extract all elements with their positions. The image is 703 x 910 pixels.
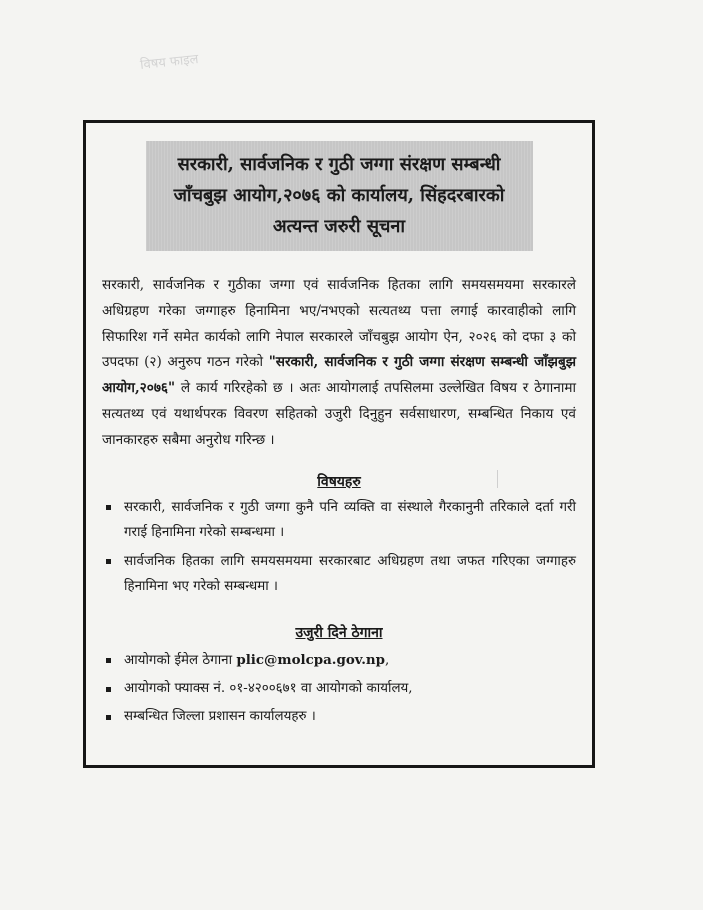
intro-text-part-1: सरकारी, सार्वजनिक र गुठीका जग्गा एवं सार्वजनिक हितका लागि समयसमयमा सरकारले अधिग्रहण गरेका जग्गाहरु हिनामिना भए/नभएको सत्यतथ्य पत्ता लगाई कारवाहीको लागि सिफारिश गर्ने समेत कार्यको लागि नेपाल सरकारले जाँचबुझ आयोग ऐन, २०२६ को दफा ३ को उपदफा (२) अनुरुप गठन गरेको bbox=[102, 277, 576, 371]
email-label: आयोगको ईमेल ठेगाना bbox=[124, 652, 237, 668]
title-line-1: सरकारी, सार्वजनिक र गुठी जग्गा संरक्षण सम्बन्धी bbox=[177, 154, 501, 175]
list-item bbox=[102, 675, 576, 703]
fax-text: आयोगको फ्याक्स नं. ०१-४२००६७१ वा आयोगको कार्यालय, bbox=[124, 680, 413, 696]
intro-paragraph bbox=[102, 273, 576, 454]
intro-text-part-2: ले कार्य गरिरहेको छ । अतः आयोगलाई तपसिलमा उल्लेखित विषय र ठेगानामा सत्यतथ्य एवं यथार्थपरक विवरण सहितको उजुरी दिनुहुन सर्वसाधारण, सम्बन्धित निकाय एवं जानकारहरु सबैमा अनुरोध गरिन्छ । bbox=[102, 380, 576, 448]
bullet-square-icon bbox=[106, 505, 111, 510]
notice-title bbox=[146, 141, 533, 251]
address-list bbox=[102, 646, 576, 731]
title-line-2: जाँचबुझ आयोग,२०७६ को कार्यालय, सिंहदरबारको bbox=[173, 185, 505, 206]
district-office-text: सम्बन्धित जिल्ला प्रशासन कार्यालयहरु । bbox=[124, 708, 316, 724]
paper-fold-mark bbox=[497, 470, 498, 488]
list-item bbox=[102, 495, 576, 545]
address-heading: उजुरी दिने ठेगाना bbox=[295, 624, 383, 641]
title-line-3: अत्यन्त जरुरी सूचना bbox=[272, 216, 406, 237]
list-item bbox=[102, 703, 576, 731]
email-suffix: , bbox=[384, 652, 390, 668]
bullet-square-icon bbox=[106, 715, 111, 720]
faint-handwritten-note: विषय फाइल bbox=[139, 51, 200, 74]
bullet-square-icon bbox=[106, 687, 111, 692]
subjects-heading: विषयहरु bbox=[317, 473, 361, 490]
list-item bbox=[102, 549, 576, 599]
email-address[interactable]: plic@molcpa.gov.np bbox=[236, 651, 385, 668]
list-item bbox=[102, 646, 576, 675]
bullet-square-icon bbox=[106, 559, 111, 564]
bullet-square-icon bbox=[106, 658, 111, 663]
subject-text: सार्वजनिक हितका लागि समयसमयमा सरकारबाट अधिग्रहण तथा जफत गरिएका जग्गाहरु हिनामिना भए गरेको सम्बन्धमा । bbox=[124, 553, 576, 594]
notice-frame bbox=[83, 120, 595, 768]
commission-name: "सरकारी, सार्वजनिक र गुठी जग्गा संरक्षण सम्बन्धी जाँझबुझ आयोग,२०७६" bbox=[102, 354, 576, 397]
subject-text: सरकारी, सार्वजनिक र गुठी जग्गा कुनै पनि व्यक्ति वा संस्थाले गैरकानुनी तरिकाले दर्ता गरी गराई हिनामिना गरेको सम्बन्धमा । bbox=[124, 499, 576, 540]
subjects-list bbox=[102, 495, 576, 599]
